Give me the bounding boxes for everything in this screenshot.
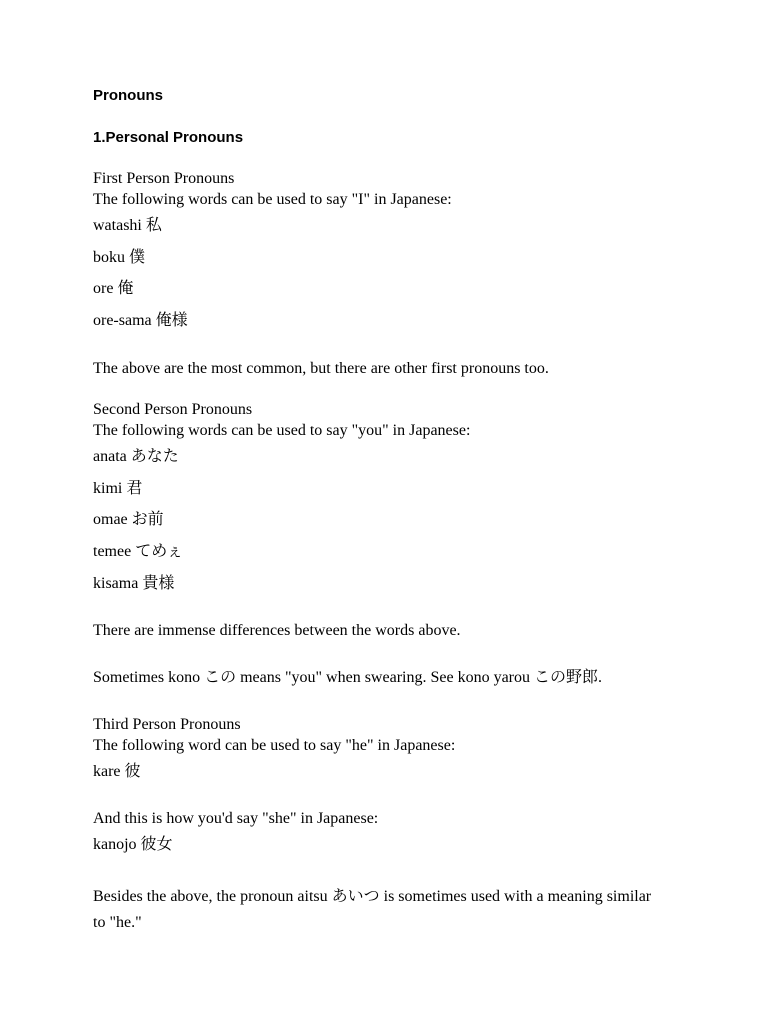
third-person-intro-he: The following word can be used to say "he" in Japanese:: [93, 737, 456, 754]
pronoun-item: ore 俺: [93, 280, 134, 297]
pronoun-item: boku 僕: [93, 249, 146, 266]
pronoun-item: watashi 私: [93, 217, 162, 234]
page-title: Pronouns: [93, 87, 163, 104]
pronoun-item: kanojo 彼女: [93, 836, 173, 853]
second-person-note: There are immense differences between the words above.: [93, 622, 461, 639]
swearing-note: Sometimes kono この means "you" when swearing. See kono yarou この野郎.: [93, 669, 602, 686]
pronoun-item: kimi 君: [93, 480, 143, 497]
section-heading: 1.Personal Pronouns: [93, 129, 244, 146]
second-person-heading: Second Person Pronouns: [93, 401, 253, 418]
aitsu-note-line-1: Besides the above, the pronoun aitsu あいつ is sometimes used with a meaning similar: [93, 888, 652, 905]
pronoun-item: kare 彼: [93, 763, 141, 780]
first-person-intro: The following words can be used to say "I" in Japanese:: [93, 191, 452, 208]
pronoun-item: ore-sama 俺様: [93, 312, 188, 329]
pronoun-item: temee てめぇ: [93, 543, 184, 560]
first-person-note: The above are the most common, but there are other first pronouns too.: [93, 360, 549, 377]
third-person-intro-she: And this is how you'd say "she" in Japanese:: [93, 810, 379, 827]
pronoun-item: kisama 貴様: [93, 575, 175, 592]
first-person-heading: First Person Pronouns: [93, 170, 235, 187]
pronoun-item: omae お前: [93, 511, 164, 528]
second-person-intro: The following words can be used to say "you" in Japanese:: [93, 422, 471, 439]
third-person-heading: Third Person Pronouns: [93, 716, 241, 733]
aitsu-note-line-2: to "he.": [93, 914, 142, 931]
pronoun-item: anata あなた: [93, 448, 179, 465]
